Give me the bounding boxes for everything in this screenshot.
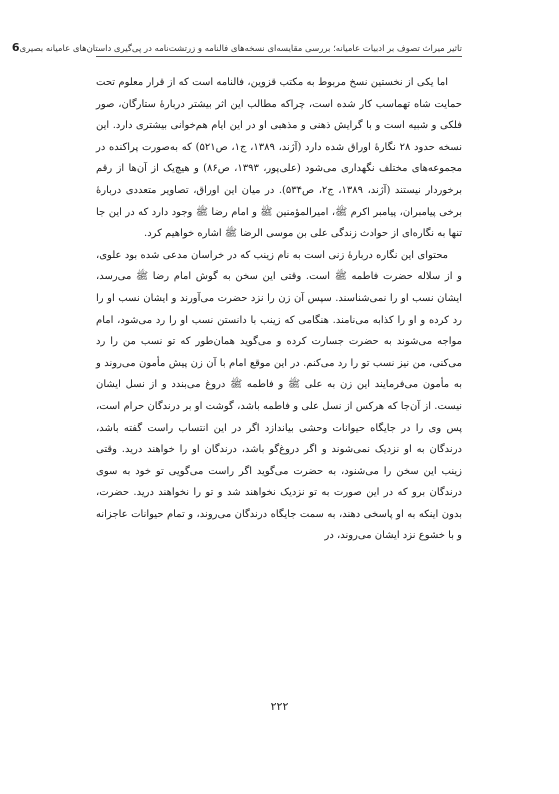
header-title: تاثیر میراث تصوف بر ادبیات عامیانه؛ بررسی مقایسه‌ای نسخه‌های فالنامه و زرتشت‌نامه در پی‌گیری داستان‌های عامیانه بصیری xyxy=(19,44,462,54)
paragraph: اما یکی از نخستین نسخ مربوط به مکتب قزوین، فالنامه است که از قرار معلوم تحت حمایت شاه تهماسب کار شده است، چراکه مطالب این اثر بیشتر دربارهٔ ستارگان، صور فلکی و شبیه است و با گرایش ذهنی و مذهبی او در این ایام هم‌خوانی بیشتری دارد. این نسخه حدود ۲۸ نگارهٔ اوراق شده دارد (آژند، ۱۳۸۹، ج۱، ص۵۲۱) که به‌صورت پراکنده در مجموعه‌های مختلف نگهداری می‌شود (علی‌پور، ۱۳۹۳، ص۸۶) و هیچ‌یک از آن‌ها از رقم برخوردار نیستند (آژند، ۱۳۸۹، ج۲، ص۵۳۴). در میان این اوراق، تصاویر متعددی دربارهٔ برخی پیامبران، پیامبر اکرم ﷺ، امیرالمؤمنین ﷺ و امام رضا ﷺ وجود دارد که در این جا تنها به نگاره‌ای از حوادث زندگی علی بن موسی الرضا ﷺ اشاره خواهیم کرد. xyxy=(96,77,463,240)
header-divider xyxy=(96,56,462,57)
paragraph: محتوای این نگاره دربارهٔ زنی است به نام زینب که در خراسان مدعی شده بود علوی، و از سلاله حضرت فاطمه ﷺ است. وقتی این سخن به گوش امام رضا ﷺ می‌رسد، ایشان نسب او را نمی‌شناسند. سپس آن زن را نزد حضرت می‌آورند و ایشان نسب او را رد کرده و او را کذابه می‌نامند. هنگامی که زینب با دانستن نسب او را رد می‌شود، امام مواجه می‌شوند به حضرت جسارت کرده و می‌گوید همان‌طور که تو نسب من را رد می‌کنی، من نیز نسب تو را رد می‌کنم. در این موقع امام با آن زن پیش مأمون می‌روند و به مأمون می‌فرمایند این زن به علی ﷺ و فاطمه ﷺ دروغ می‌بندد و از نسل ایشان نیست. از آن‌جا که هرکس از نسل علی و فاطمه باشد، گوشت او بر درندگان حرام است، پس وی را در جایگاه حیوانات وحشی بیاندازد اگر در این انتساب راست گفته باشد، درندگان به او نزدیک نمی‌شوند و اگر دروغ‌گو باشد، درندگان او را خواهند درید. وقتی زینب این سخن را می‌شنود، به حضرت می‌گوید اگر راست می‌گویی تو خود به سوی درندگان برو که در این صورت به تو نزدیک نخواهند شد و تو را نخواهند درید. حضرت، بدون اینکه به او پاسخی دهند، به سمت جایگاه درندگان می‌روند، و تمام حیوانات عاجزانه و با خشوع نزد ایشان می‌روند، در xyxy=(96,249,462,542)
header-page-number: 6 xyxy=(11,41,20,54)
body-text xyxy=(96,72,462,547)
running-header xyxy=(11,36,462,54)
footer-page-number: ۲۲۲ xyxy=(270,700,289,713)
